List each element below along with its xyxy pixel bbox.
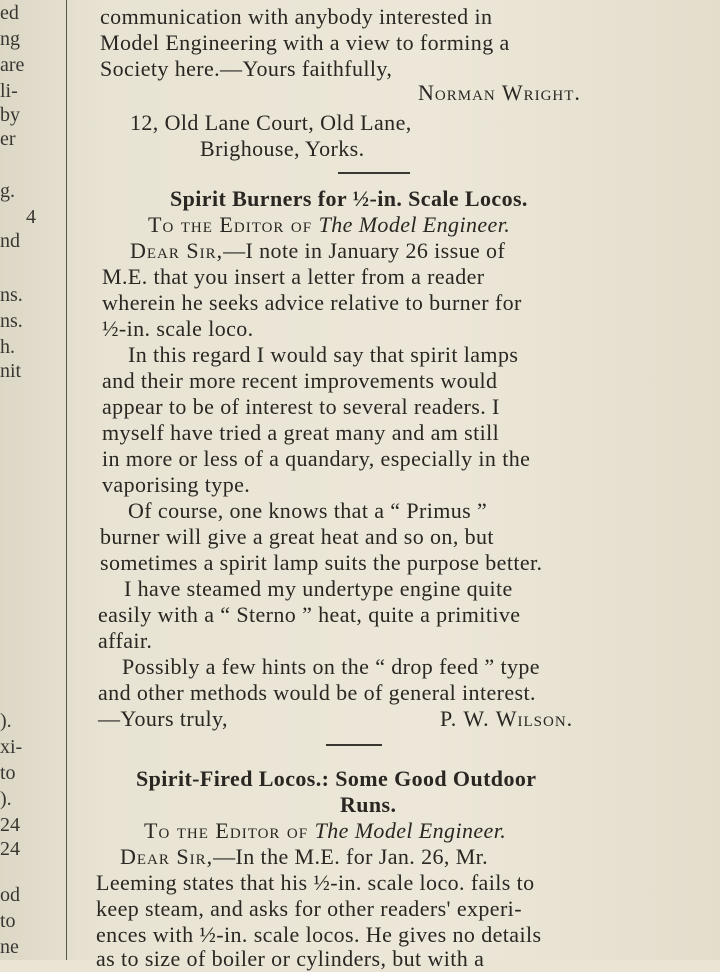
letter1-address: Brighouse, Yorks.: [200, 136, 365, 161]
letter2-body-line: ½-in. scale loco.: [102, 316, 254, 341]
letter2-body-line: appear to be of interest to several readers. I: [102, 394, 500, 419]
letter2-body-line: affair.: [98, 628, 153, 653]
letter3-body-line: as to size of boiler or cylinders, but with a: [96, 946, 485, 971]
letter2-closing: —Yours truly,: [98, 706, 228, 731]
margin-fragment: xi-: [0, 736, 23, 758]
margin-fragment: li-: [0, 80, 18, 102]
margin-fragment: 24: [0, 814, 20, 836]
dear-sir: Dear Sir,: [120, 844, 214, 869]
letter3-body-line: [120, 844, 488, 870]
letter2-heading: Spirit Burners for ½-in. Scale Locos.: [170, 186, 528, 211]
letter3-salutation: [144, 818, 506, 844]
section-divider: [326, 744, 382, 746]
body-text: —I note in January 26 issue of: [223, 238, 506, 263]
letter3-heading: Runs.: [340, 792, 397, 817]
section-divider: [338, 172, 410, 174]
publication-name: The Model Engineer.: [314, 818, 507, 843]
letter3-heading: Spirit-Fired Locos.: Some Good Outdoor: [136, 766, 537, 791]
column-rule: [66, 0, 67, 960]
dear-sir: Dear Sir,: [130, 238, 224, 263]
body-text: —In the M.E. for Jan. 26, Mr.: [213, 844, 489, 869]
margin-fragment: h.: [0, 336, 15, 358]
letter2-body-line: Of course, one knows that a “ Primus ”: [128, 498, 488, 523]
left-column-fragments: [0, 0, 52, 960]
letter3-body-line: Leeming states that his ½-in. scale loco. fails to: [96, 870, 535, 895]
margin-fragment: ns.: [0, 284, 23, 306]
margin-fragment: od: [0, 884, 20, 906]
margin-fragment: ns.: [0, 310, 23, 332]
margin-fragment: ).: [0, 710, 12, 732]
margin-fragment: 4: [26, 206, 36, 228]
letter2-salutation: [148, 212, 510, 238]
letter2-body-line: [130, 238, 505, 264]
salutation-to: To the Editor of: [148, 212, 319, 237]
margin-fragment: to: [0, 910, 16, 932]
letter2-body-line: myself have tried a great many and am still: [102, 420, 500, 445]
margin-fragment: to: [0, 762, 16, 784]
letter2-body-line: easily with a “ Sterno ” heat, quite a primitive: [98, 602, 521, 627]
letter2-body-line: sometimes a spirit lamp suits the purpose better.: [100, 550, 543, 575]
letter1-address: 12, Old Lane Court, Old Lane,: [130, 110, 412, 135]
margin-fragment: ed: [0, 2, 19, 24]
letter2-body-line: I have steamed my undertype engine quite: [124, 576, 513, 601]
letter2-body-line: M.E. that you insert a letter from a reader: [102, 264, 485, 289]
margin-fragment: nit: [0, 360, 22, 382]
letter2-body-line: In this regard I would say that spirit lamps: [128, 342, 519, 367]
letter1-line: Model Engineering with a view to forming a: [100, 30, 510, 55]
margin-fragment: ne: [0, 936, 19, 958]
margin-fragment: nd: [0, 230, 20, 252]
margin-fragment: ng: [0, 28, 20, 50]
margin-fragment: 24: [0, 838, 20, 860]
letter1-line: Society here.—Yours faithfully,: [100, 56, 393, 81]
margin-fragment: er: [0, 128, 16, 150]
letter3-body-line: keep steam, and asks for other readers' experi-: [96, 896, 522, 921]
letter2-body-line: and their more recent improvements would: [102, 368, 498, 393]
letter2-body-line: burner will give a great heat and so on, but: [100, 524, 494, 549]
margin-fragment: ).: [0, 788, 12, 810]
letter2-body-line: and other methods would be of general interest.: [98, 680, 536, 705]
margin-fragment: are: [0, 54, 25, 76]
publication-name: The Model Engineer.: [318, 212, 511, 237]
salutation-to: To the Editor of: [144, 818, 315, 843]
letter2-body-line: in more or less of a quandary, especially in the: [102, 446, 531, 471]
margin-fragment: by: [0, 104, 20, 126]
letter2-body-line: wherein he seeks advice relative to burner for: [102, 290, 522, 315]
letter2-body-line: Possibly a few hints on the “ drop feed ” type: [122, 654, 540, 679]
letter1-signature: Norman Wright.: [418, 80, 581, 105]
letter3-body-line: ences with ½-in. scale locos. He gives no details: [96, 922, 542, 947]
margin-fragment: g.: [0, 180, 15, 202]
letter1-line: communication with anybody interested in: [100, 4, 493, 29]
letter2-signature: P. W. Wilson.: [440, 706, 574, 731]
letter2-body-line: vaporising type.: [102, 472, 251, 497]
